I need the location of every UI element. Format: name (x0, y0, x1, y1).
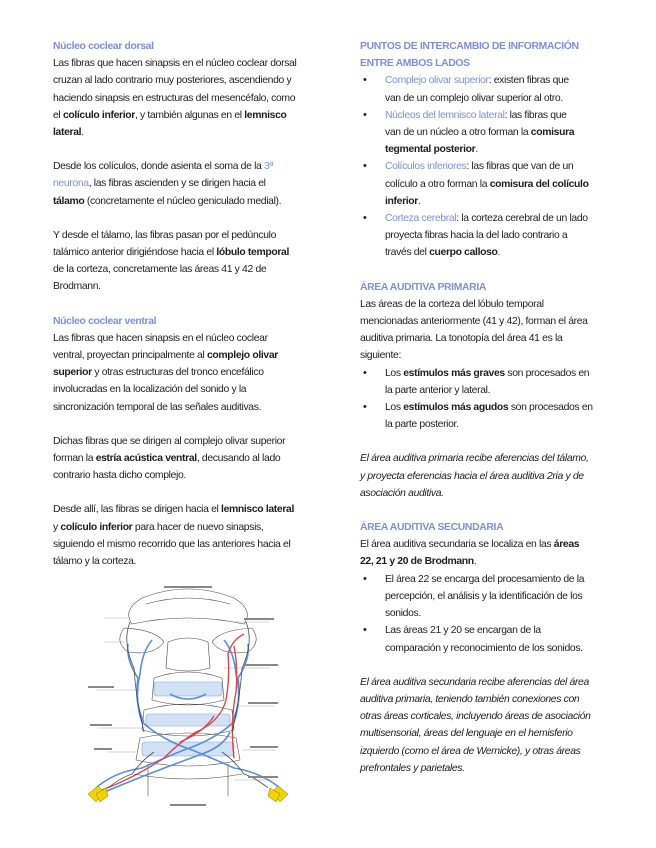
list-item: • El área 22 se encarga del procesamiento de la percepción, el análisis y la identificación de los sonidos. (360, 571, 618, 623)
list-item: • Los estímulos más agudos son procesados en la parte posterior. (360, 399, 618, 433)
paragraph-ventral-3: Desde allí, las fibras se dirigen hacia el lemnisco lateral y colículo inferior para hacer de nuevo sinapsis, siguiendo el mismo recorrido que las anteriores hacia el tálamo y la corteza. (53, 504, 294, 568)
paragraph-primary-note: El área auditiva primaria recibe aferencias del tálamo, y proyecta eferencias hacia el área auditiva 2ria y de asociación auditiva. (360, 453, 589, 499)
auditory-pathway-diagram (84, 582, 292, 810)
list-item: • Los estímulos más graves son procesados en la parte anterior y lateral. (360, 365, 618, 399)
heading-secondary-area: ÁREA AUDITIVA SECUNDARIA (360, 522, 504, 534)
paragraph-ventral-2: Dichas fibras que se dirigen al complejo olivar superior forman la estría acústica ventral, decusando al lado contrario hasta dicho complejo. (53, 435, 286, 482)
paragraph-dorsal-2: Desde los colículos, donde asienta el soma de la 3ª neurona, las fibras ascienden y se dirigen hacia el tálamo (concretamente el núcleo geniculado medial). (53, 161, 282, 207)
paragraph-secondary-note: El área auditiva secundaria recibe aferencias del área auditiva primaria, teniendo también conexiones con otras áreas corticales, incluyendo áreas de asociación multisensorial, áreas del lenguaje en el hemisferio izquierdo (como el área de Wernicke), y otras áreas prefrontales y parietales. (360, 676, 591, 774)
paragraph-ventral-1: Las fibras que hacen sinapsis en el núcleo coclear ventral, proyectan principalmente al complejo olivar superior y otras estructuras del tronco encefálico involucradas en la localización del sonido y la sincronización temporal de las señales auditivas. (53, 332, 278, 413)
paragraph-secondary-intro: El área auditiva secundaria se localiza en las áreas 22, 21 y 20 de Brodmann. (360, 539, 580, 568)
paragraph-dorsal-1: Las fibras que hacen sinapsis en el núcleo coclear dorsal cruzan al lado contrario muy posteriores, ascendiendo y haciendo sinapsis en estructuras del mesencéfalo, como el colículo inferior, y también algunas en el lemnisco lateral. (53, 58, 297, 139)
secondary-list (360, 571, 618, 657)
paragraph-dorsal-3: Y desde el tálamo, las fibras pasan por el pedúnculo talámico anterior dirigiéndose hacia el lóbulo temporal de la corteza, concretamente las áreas 41 y 42 de Brodmann. (53, 229, 290, 293)
primary-list (360, 365, 618, 434)
heading-exchange: PUNTOS DE INTERCAMBIO DE INFORMACIÓN ENTRE AMBOS LADOS (360, 41, 579, 70)
list-item: • Complejo olivar superior: existen fibras que van de un complejo olivar superior al otro. (360, 72, 618, 106)
paragraph-primary-intro: Las áreas de la corteza del lóbulo temporal mencionadas anteriormente (41 y 42), forman el área auditiva primaria. La tonotopía del área 41 es la siguiente: (360, 298, 588, 362)
right-column (360, 38, 618, 777)
list-item: • Las áreas 21 y 20 se encargan de la comparación y reconocimiento de los sonidos. (360, 622, 618, 656)
left-column (53, 38, 315, 570)
list-item: • Corteza cerebral: la corteza cerebral de un lado proyecta fibras hacia la del lado contrario a través del cuerpo calloso. (360, 210, 618, 262)
list-item: • Colículos inferiores: las fibras que van de un colículo a otro forman la comisura del colículo inferior. (360, 158, 618, 210)
exchange-list (360, 72, 618, 261)
heading-dorsal: Núcleo coclear dorsal (53, 41, 154, 52)
heading-primary-area: ÁREA AUDITIVA PRIMARIA (360, 281, 487, 293)
heading-ventral: Núcleo coclear ventral (53, 315, 157, 327)
list-item: • Núcleos del lemnisco lateral: las fibras que van de un núcleo a otro forman la comisura tegmental posterior. (360, 107, 618, 159)
